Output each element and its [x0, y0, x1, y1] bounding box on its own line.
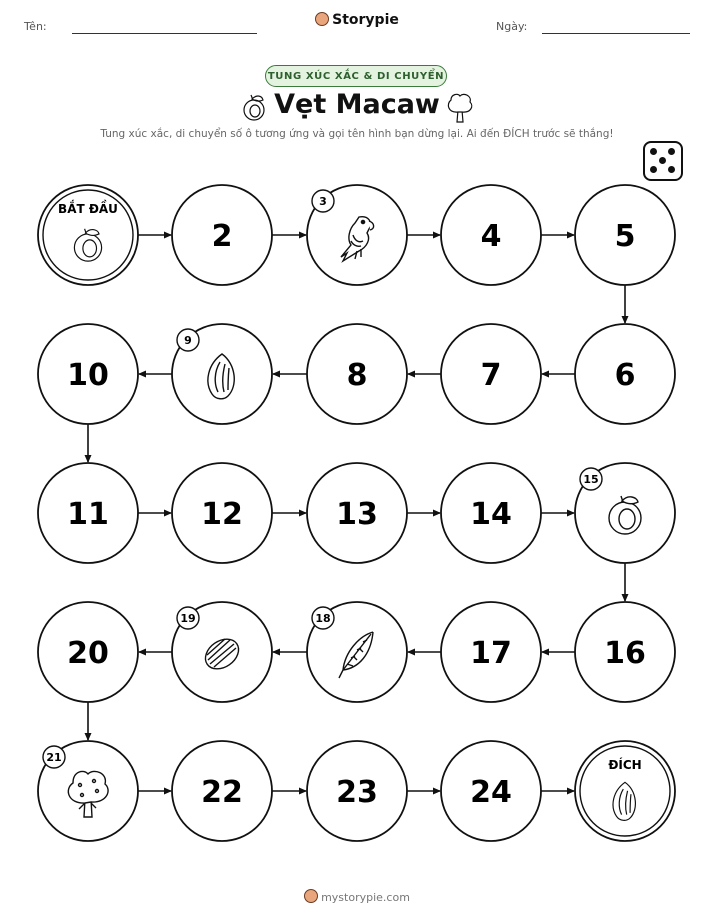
cell-number: 12	[201, 497, 243, 532]
game-type-badge: TUNG XÚC XẮC & DI CHUYỂN	[265, 65, 447, 87]
board-cell-5[interactable]	[575, 185, 675, 285]
cell-number: 4	[480, 219, 502, 254]
board-cell-23[interactable]	[307, 741, 407, 841]
footer	[0, 889, 714, 904]
page-title: Vẹt Macaw	[274, 89, 440, 120]
cell-number: 6	[614, 358, 636, 393]
cell-number: 9	[184, 334, 192, 347]
board-cell-20[interactable]	[38, 602, 138, 702]
cell-number: 14	[470, 497, 512, 532]
board-cell-8[interactable]	[307, 324, 407, 424]
board-cell-25[interactable]	[575, 741, 675, 841]
start-label: BẮT ĐẦU	[58, 202, 118, 216]
board-cell-2[interactable]	[172, 185, 272, 285]
cell-number: 19	[180, 612, 196, 625]
cell-number: 2	[211, 219, 233, 254]
board-cell-7[interactable]	[441, 324, 541, 424]
board-cell-6[interactable]	[575, 324, 675, 424]
cell-number: 23	[336, 775, 378, 810]
board-cell-3[interactable]	[307, 185, 407, 285]
board-cell-9[interactable]	[172, 324, 272, 424]
board-cell-24[interactable]	[441, 741, 541, 841]
cell-number: 13	[336, 497, 378, 532]
board-cell-22[interactable]	[172, 741, 272, 841]
board-cell-16[interactable]	[575, 602, 675, 702]
cell-number: 7	[480, 358, 502, 393]
cell-number: 18	[315, 612, 331, 625]
board-cell-21[interactable]	[38, 741, 138, 841]
instructions: Tung xúc xắc, di chuyển số ô tương ứng và gọi tên hình bạn dừng lại. Ai đến ĐÍCH trước sẽ thắng!	[100, 128, 614, 140]
board-cell-15[interactable]	[575, 463, 675, 563]
storypie-mascot-icon	[304, 889, 318, 903]
date-label: Ngày:	[496, 20, 528, 33]
cell-number: 20	[67, 636, 109, 671]
cell-number: 15	[583, 473, 599, 486]
board-cell-10[interactable]	[38, 324, 138, 424]
cell-number: 21	[46, 751, 62, 764]
cell-number: 8	[346, 358, 368, 393]
finish-label: ĐÍCH	[608, 758, 642, 772]
board-cell-1[interactable]	[38, 185, 138, 285]
board-cell-13[interactable]	[307, 463, 407, 563]
brand-name: Storypie	[332, 12, 399, 28]
cell-number: 5	[614, 219, 636, 254]
board-cell-19[interactable]	[172, 602, 272, 702]
cell-number: 11	[67, 497, 109, 532]
board-cell-12[interactable]	[172, 463, 272, 563]
cell-number: 10	[67, 358, 109, 393]
name-label: Tên:	[24, 20, 47, 33]
cell-number: 22	[201, 775, 243, 810]
board-cell-17[interactable]	[441, 602, 541, 702]
board-cell-4[interactable]	[441, 185, 541, 285]
board-cell-11[interactable]	[38, 463, 138, 563]
cell-number: 16	[604, 636, 646, 671]
cell-number: 3	[319, 195, 327, 208]
cell-number: 24	[470, 775, 512, 810]
footer-url[interactable]: mystorypie.com	[321, 891, 410, 904]
cell-number: 17	[470, 636, 512, 671]
board-cell-18[interactable]	[307, 602, 407, 702]
board-cell-14[interactable]	[441, 463, 541, 563]
